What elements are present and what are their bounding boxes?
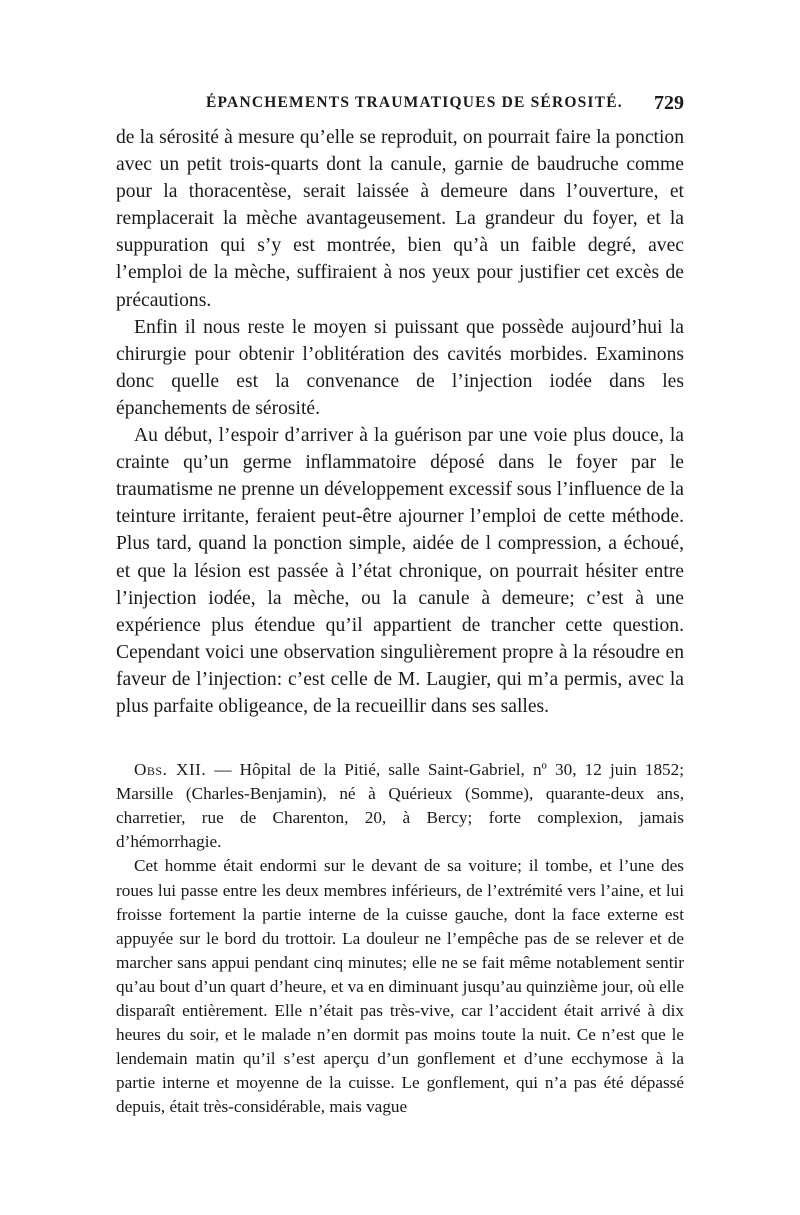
observation-label: Obs. XII. bbox=[134, 760, 207, 780]
running-title: ÉPANCHEMENTS TRAUMATIQUES DE SÉROSITÉ. bbox=[206, 94, 623, 111]
running-head bbox=[116, 94, 684, 120]
observation-header bbox=[116, 758, 684, 854]
paragraph-continuation: de la sérosité à mesure qu’elle se reproduit, on pourrait faire la ponction avec un petit trois-quarts dont la canule, garnie de baudruche comme pour la thoracentèse, serait laissée à demeure dans l’ouverture, et remplacerait la mèche avantageusement. La grandeur du foyer, et la suppuration qui s’y est montrée, bien qu’à un faible degré, avec l’emploi de la mèche, suffiraient à nos yeux pour justifier cet excès de précautions. bbox=[116, 127, 684, 311]
paragraph-method-choice: Au début, l’espoir d’arriver à la guérison par une voie plus douce, la crainte qu’un germe inflammatoire déposé dans le foyer par le traumatisme ne prenne un développement excessif sous l’influence de la teinture irritante, feraient peut-être ajourner l’emploi de cette méthode. Plus tard, quand la ponction simple, aidée de l compression, a échoué, et que la lésion est passée à l’état chronique, on pourrait hésiter entre l’injection iodée, la mèche, ou la canule à demeure; c’est à une expérience plus étendue qu’il appartient de trancher cette question. Cependant voici une observation singulièrement propre à la résoudre en faveur de l’injection: c’est celle de M. Laugier, qui m’a permis, avec la plus parfaite obligeance, de la recueillir dans ses salles. bbox=[116, 425, 684, 717]
observation-block bbox=[116, 758, 684, 1119]
book-page bbox=[116, 94, 684, 1119]
main-text bbox=[116, 124, 684, 720]
observation-body: Cet homme était endormi sur le devant de sa voiture; il tombe, et l’une des roues lui passe entre les deux membres inférieurs, de l’extrémité vers l’aine, et lui froisse fortement la partie interne de la cuisse gauche, dont la face externe est appuyée sur le bord du trottoir. La douleur ne l’empêche pas de se relever et de marcher sans appui pendant cinq minutes; elle ne se fait même notablement sentir qu’au bout d’un quart d’heure, et va en diminuant jusqu’au quinzième jour, où elle disparaît entièrement. Elle n’était pas très-vive, car l’accident était arrivé à dix heures du soir, et le malade n’en dormit pas moins toute la nuit. Ce n’est que le lendemain matin qu’il s’est aperçu d’un gonflement et d’une ecchymose à la partie interne et moyenne de la cuisse. Le gonflement, qui n’a pas été dépassé depuis, était très-considérable, mais vague bbox=[116, 856, 684, 1117]
observation-intro: — Hôpital de la Pitié, salle Saint-Gabriel, nº 30, 12 juin 1852; Marsille (Charles-Benjamin), né à Quérieux (Somme), quarante-deux ans, charretier, rue de Charenton, 20, à Bercy; forte complexion, jamais d’hémorrhagie. bbox=[116, 760, 685, 852]
page-number: 729 bbox=[654, 92, 684, 114]
paragraph-iodine-injection: Enfin il nous reste le moyen si puissant que possède aujourd’hui la chirurgie pour obtenir l’oblitération des cavités morbides. Examinons donc quelle est la convenance de l’injection iodée dans les épanchements de sérosité. bbox=[116, 316, 684, 419]
